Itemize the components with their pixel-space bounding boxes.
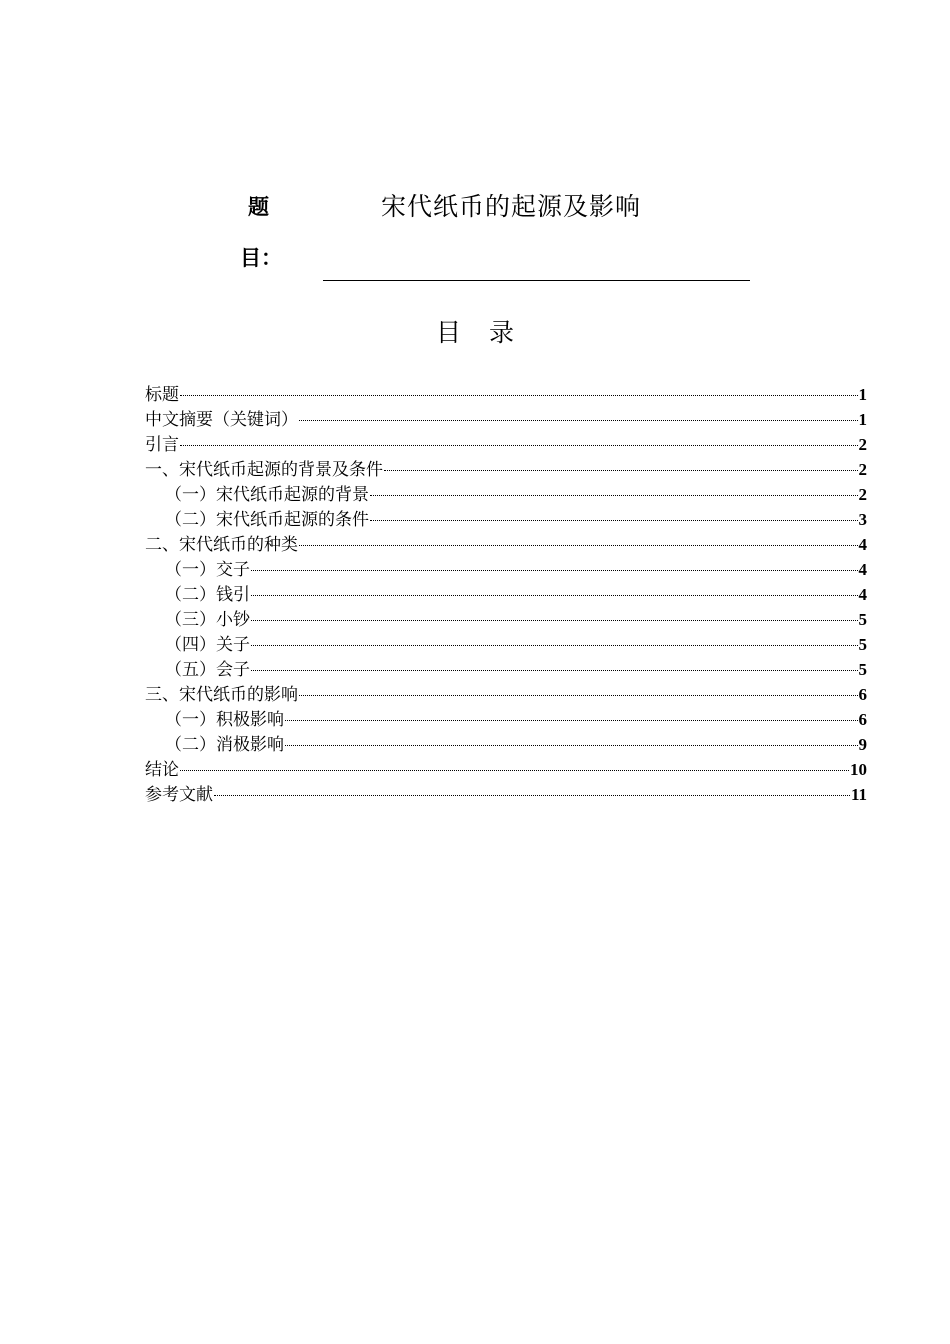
toc-entry[interactable] [145,782,867,807]
dot-leader [251,670,858,671]
toc-entry-page: 5 [858,610,867,629]
title-label-line1: 题 [248,195,269,219]
title-label-line2: 目： [240,246,282,270]
toc-entry-page: 2 [858,460,867,479]
title-underline [323,280,750,281]
dot-leader [251,595,858,596]
toc-entry-label: 中文摘要（关键词） [145,410,298,430]
toc-entry-page: 5 [858,635,867,654]
toc-entry-page: 4 [858,585,867,604]
dot-leader [285,720,858,721]
dot-leader [285,745,858,746]
toc-entry-page: 2 [858,435,867,454]
toc-entry-label: （二）宋代纸币起源的条件 [165,510,369,530]
toc-entry-page: 1 [858,410,867,429]
toc-entry-page: 4 [858,535,867,554]
toc-entry-page: 3 [858,510,867,529]
toc-entry-page: 9 [858,735,867,754]
toc-entry-label: 二、宋代纸币的种类 [145,535,298,555]
dot-leader [370,520,858,521]
toc-entry[interactable] [145,607,867,632]
toc-entry[interactable] [145,507,867,532]
toc-entry-label: 标题 [145,385,179,405]
toc-entry-label: （一）宋代纸币起源的背景 [165,485,369,505]
table-of-contents [145,382,867,807]
dot-leader [299,545,858,546]
toc-entry-label: （一）积极影响 [165,710,284,730]
toc-entry-label: （二）消极影响 [165,735,284,755]
toc-entry-label: （三）小钞 [165,610,250,630]
toc-entry-label: 结论 [145,760,179,780]
toc-entry-page: 2 [858,485,867,504]
dot-leader [180,445,858,446]
toc-entry-label: （五）会子 [165,660,250,680]
toc-entry[interactable] [145,432,867,457]
toc-entry[interactable] [145,407,867,432]
dot-leader [251,570,858,571]
dot-leader [251,620,858,621]
toc-entry[interactable] [145,757,867,782]
toc-entry[interactable] [145,482,867,507]
dot-leader [180,770,849,771]
toc-entry-page: 1 [858,385,867,404]
dot-leader [384,470,858,471]
toc-entry[interactable] [145,657,867,682]
toc-entry[interactable] [145,582,867,607]
toc-heading-left: 目 [435,318,461,347]
toc-entry-label: （二）钱引 [165,585,250,605]
toc-entry-label: 参考文献 [145,785,213,805]
toc-entry-label: （四）关子 [165,635,250,655]
toc-entry-label: 三、宋代纸币的影响 [145,685,298,705]
toc-entry[interactable] [145,532,867,557]
toc-entry-label: 一、宋代纸币起源的背景及条件 [145,460,383,480]
toc-entry-page: 11 [850,785,867,804]
dot-leader [370,495,858,496]
toc-entry-page: 10 [850,760,867,779]
toc-entry[interactable] [145,632,867,657]
thesis-title: 宋代纸币的起源及影响 [381,192,642,221]
toc-entry[interactable] [145,682,867,707]
toc-entry[interactable] [145,732,867,757]
toc-entry[interactable] [145,457,867,482]
toc-entry-label: 引言 [145,435,179,455]
toc-entry-page: 6 [858,710,867,729]
toc-entry[interactable] [145,382,867,407]
dot-leader [180,395,858,396]
dot-leader [251,645,858,646]
dot-leader [214,795,850,796]
toc-entry-page: 4 [858,560,867,579]
toc-entry[interactable] [145,557,867,582]
toc-entry-label: （一）交子 [165,560,250,580]
dot-leader [299,695,858,696]
toc-entry[interactable] [145,707,867,732]
toc-entry-page: 5 [858,660,867,679]
toc-heading [0,317,950,349]
toc-entry-page: 6 [858,685,867,704]
dot-leader [299,420,858,421]
toc-heading-right: 录 [489,318,515,347]
